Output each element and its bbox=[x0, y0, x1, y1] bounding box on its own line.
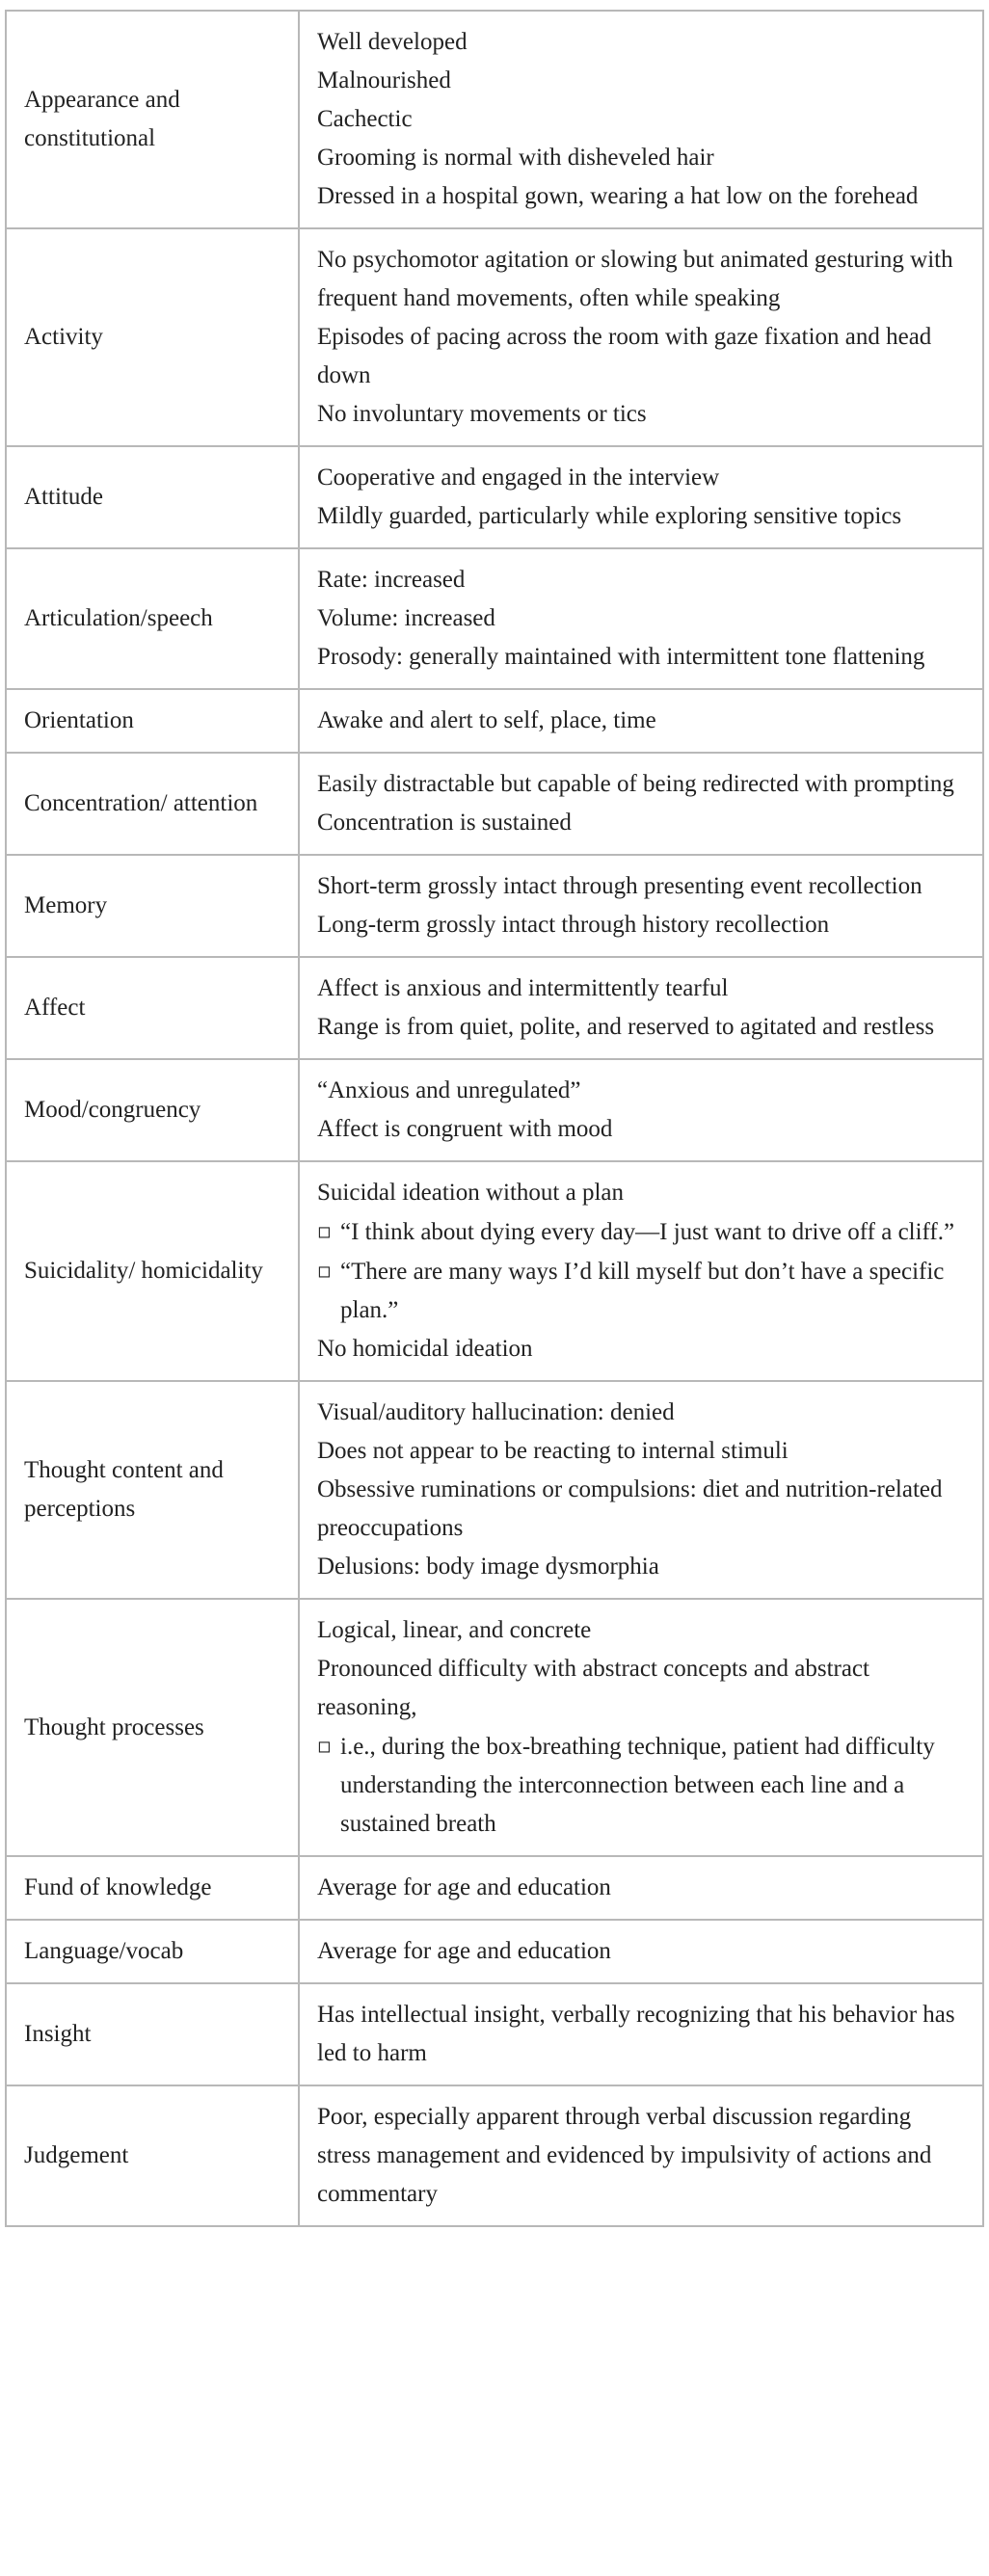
finding-line: Suicidal ideation without a plan bbox=[317, 1180, 624, 1206]
table-row bbox=[6, 753, 983, 855]
row-label: Activity bbox=[6, 228, 299, 446]
finding-line: Long-term grossly intact through history recollection bbox=[317, 912, 830, 938]
row-label: Attitude bbox=[6, 446, 299, 548]
sub-bullet-item bbox=[317, 1212, 965, 1252]
row-label: Articulation/speech bbox=[6, 548, 299, 689]
finding-line: Pronounced difficulty with abstract concepts and abstract reasoning, bbox=[317, 1656, 869, 1720]
finding-line: Affect is anxious and intermittently tearful bbox=[317, 975, 729, 1001]
finding-line: Malnourished bbox=[317, 67, 451, 93]
table-row bbox=[6, 2085, 983, 2226]
row-label: Language/vocab bbox=[6, 1920, 299, 1983]
table-row bbox=[6, 1856, 983, 1920]
table-row bbox=[6, 1983, 983, 2085]
finding-line: Mildly guarded, particularly while exploring sensitive topics bbox=[317, 503, 902, 529]
finding-line: No homicidal ideation bbox=[317, 1336, 533, 1362]
finding-line: No psychomotor agitation or slowing but animated gesturing with frequent hand movements, often while speaking bbox=[317, 247, 953, 311]
finding-line: Easily distractable but capable of being redirected with prompting bbox=[317, 771, 954, 797]
finding-line: Volume: increased bbox=[317, 605, 495, 631]
finding-line: Has intellectual insight, verbally recognizing that his behavior has led to harm bbox=[317, 2002, 955, 2066]
row-findings bbox=[299, 1856, 983, 1920]
table-row bbox=[6, 957, 983, 1059]
row-label: Mood/congruency bbox=[6, 1059, 299, 1161]
table-row bbox=[6, 446, 983, 548]
row-findings bbox=[299, 1599, 983, 1856]
finding-line: Rate: increased bbox=[317, 567, 466, 593]
row-label: Insight bbox=[6, 1983, 299, 2085]
table-row bbox=[6, 1161, 983, 1381]
finding-line: Visual/auditory hallucination: denied bbox=[317, 1399, 675, 1425]
table-row bbox=[6, 548, 983, 689]
table-row bbox=[6, 855, 983, 957]
row-label: Suicidality/ homicidality bbox=[6, 1161, 299, 1381]
sub-bullet-text: “I think about dying every day—I just want to drive off a cliff.” bbox=[340, 1219, 955, 1245]
table-row bbox=[6, 1920, 983, 1983]
finding-line: Does not appear to be reacting to internal stimuli bbox=[317, 1438, 789, 1464]
table-row bbox=[6, 11, 983, 228]
row-label: Judgement bbox=[6, 2085, 299, 2226]
row-label: Thought processes bbox=[6, 1599, 299, 1856]
sub-bullet-text: i.e., during the box-breathing technique, patient had difficulty understanding the interconnection between each line and a sustained breath bbox=[340, 1734, 935, 1837]
square-bullet-icon: ◽ bbox=[317, 1736, 332, 1757]
row-label: Affect bbox=[6, 957, 299, 1059]
finding-line: Episodes of pacing across the room with gaze fixation and head down bbox=[317, 324, 932, 388]
row-findings bbox=[299, 957, 983, 1059]
finding-line: Range is from quiet, polite, and reserved to agitated and restless bbox=[317, 1014, 935, 1040]
row-findings bbox=[299, 1381, 983, 1599]
row-label: Appearance and constitutional bbox=[6, 11, 299, 228]
row-findings bbox=[299, 446, 983, 548]
finding-line: Poor, especially apparent through verbal discussion regarding stress management and evidenced by impulsivity of actions and commentary bbox=[317, 2104, 932, 2207]
table-row bbox=[6, 228, 983, 446]
table-row bbox=[6, 1059, 983, 1161]
square-bullet-icon: ◽ bbox=[317, 1261, 332, 1282]
sub-bullet-text: “There are many ways I’d kill myself but don’t have a specific plan.” bbox=[340, 1259, 945, 1323]
row-findings bbox=[299, 1920, 983, 1983]
row-findings bbox=[299, 1983, 983, 2085]
table-row bbox=[6, 1599, 983, 1856]
row-findings bbox=[299, 11, 983, 228]
square-bullet-icon: ◽ bbox=[317, 1221, 332, 1242]
row-label: Fund of knowledge bbox=[6, 1856, 299, 1920]
finding-line: No involuntary movements or tics bbox=[317, 401, 647, 427]
finding-line: Delusions: body image dysmorphia bbox=[317, 1554, 659, 1580]
row-findings bbox=[299, 548, 983, 689]
finding-line: Obsessive ruminations or compulsions: diet and nutrition-related preoccupations bbox=[317, 1476, 943, 1541]
finding-line: Affect is congruent with mood bbox=[317, 1116, 613, 1142]
sub-bullet-item bbox=[317, 1252, 965, 1330]
finding-line: Well developed bbox=[317, 29, 468, 55]
finding-line: “Anxious and unregulated” bbox=[317, 1077, 581, 1103]
finding-line: Logical, linear, and concrete bbox=[317, 1617, 592, 1643]
finding-line: Average for age and education bbox=[317, 1874, 611, 1900]
row-label: Thought content and perceptions bbox=[6, 1381, 299, 1599]
row-findings bbox=[299, 1161, 983, 1381]
row-findings bbox=[299, 689, 983, 753]
finding-line: Prosody: generally maintained with intermittent tone flattening bbox=[317, 644, 925, 670]
row-findings bbox=[299, 753, 983, 855]
finding-line: Short-term grossly intact through presenting event recollection bbox=[317, 873, 922, 899]
table-row bbox=[6, 689, 983, 753]
finding-line: Dressed in a hospital gown, wearing a hat low on the forehead bbox=[317, 183, 919, 209]
finding-line: Cooperative and engaged in the interview bbox=[317, 465, 720, 491]
row-findings bbox=[299, 2085, 983, 2226]
row-label: Memory bbox=[6, 855, 299, 957]
finding-line: Concentration is sustained bbox=[317, 810, 572, 836]
finding-line: Grooming is normal with disheveled hair bbox=[317, 145, 714, 171]
row-label: Concentration/ attention bbox=[6, 753, 299, 855]
finding-line: Cachectic bbox=[317, 106, 413, 132]
sub-bullet-item bbox=[317, 1727, 965, 1844]
mental-status-exam-table bbox=[5, 10, 984, 2227]
row-findings bbox=[299, 1059, 983, 1161]
row-findings bbox=[299, 228, 983, 446]
table-body bbox=[6, 11, 983, 2226]
finding-line: Average for age and education bbox=[317, 1938, 611, 1964]
row-label: Orientation bbox=[6, 689, 299, 753]
row-findings bbox=[299, 855, 983, 957]
table-row bbox=[6, 1381, 983, 1599]
finding-line: Awake and alert to self, place, time bbox=[317, 707, 656, 733]
